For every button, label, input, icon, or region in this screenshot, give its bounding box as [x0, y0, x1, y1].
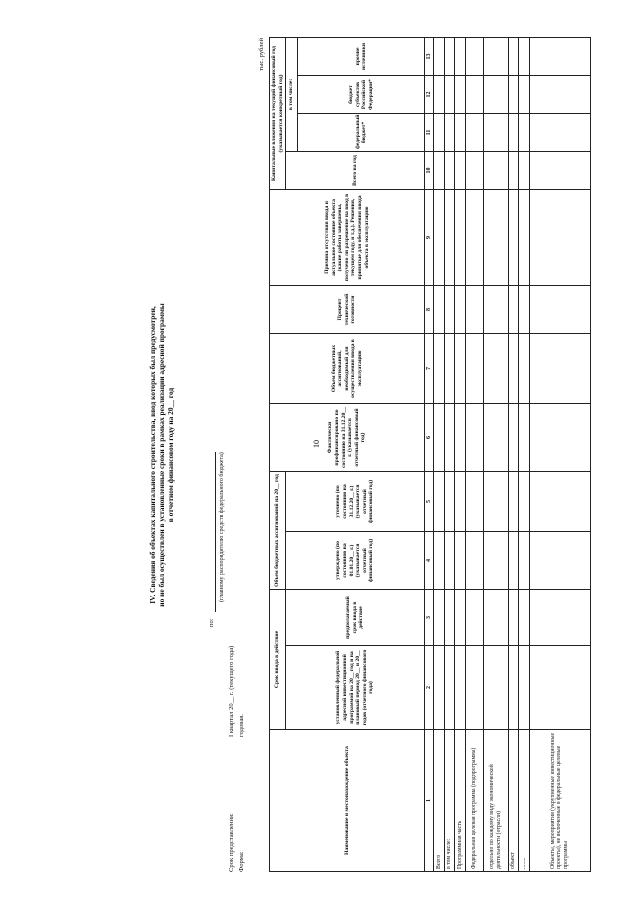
data-cell[interactable]	[434, 646, 445, 730]
table-row	[455, 37, 466, 871]
column-number: 5	[425, 471, 434, 531]
header-capital-federal: федеральный бюджет*	[298, 113, 425, 151]
data-cell[interactable]	[508, 532, 519, 590]
data-cell[interactable]	[465, 75, 483, 113]
data-cell[interactable]	[508, 189, 519, 285]
data-cell[interactable]	[519, 471, 530, 531]
data-cell[interactable]	[529, 37, 590, 75]
table-row	[508, 37, 519, 871]
data-cell[interactable]	[444, 646, 455, 730]
data-cell[interactable]	[483, 590, 508, 646]
data-cell[interactable]	[519, 333, 530, 403]
data-cell[interactable]	[508, 285, 519, 333]
data-cell[interactable]	[465, 471, 483, 531]
data-cell[interactable]	[483, 151, 508, 189]
data-cell[interactable]	[529, 590, 590, 646]
table-row	[529, 37, 590, 871]
data-cell[interactable]	[434, 113, 445, 151]
row-label: Федеральная целевая программа (подпрограмма)	[465, 730, 483, 872]
column-numbers-row	[425, 37, 434, 871]
table-row	[483, 37, 508, 871]
column-number: 13	[425, 37, 434, 75]
data-cell[interactable]	[444, 403, 455, 471]
data-cell[interactable]	[434, 471, 445, 531]
table-row	[444, 37, 455, 871]
data-cell[interactable]	[519, 189, 530, 285]
column-number: 2	[425, 646, 434, 730]
data-cell[interactable]	[508, 590, 519, 646]
data-cell[interactable]	[519, 151, 530, 189]
table-row	[519, 37, 530, 871]
form-label: Форма:	[238, 851, 245, 872]
data-cell[interactable]	[529, 151, 590, 189]
data-cell[interactable]	[529, 471, 590, 531]
data-cell[interactable]	[444, 113, 455, 151]
objects-table	[269, 37, 591, 872]
data-cell[interactable]	[519, 646, 530, 730]
row-label: Объекты, мероприятия (укрупненные инвестиционные проекты), не включенные в федеральные целевые программы	[529, 730, 590, 872]
data-cell[interactable]	[483, 532, 508, 590]
column-number: 7	[425, 333, 434, 403]
header-commission-group: Срок ввода в действие	[270, 590, 286, 730]
data-cell[interactable]	[465, 285, 483, 333]
column-number: 12	[425, 75, 434, 113]
data-cell[interactable]	[483, 471, 508, 531]
header-actual-financing: Фактически профинансировано по состоянию на 31.12.20__ г. (указывается отчетный финансовый год)	[270, 403, 425, 471]
data-cell[interactable]	[434, 75, 445, 113]
data-cell[interactable]	[465, 333, 483, 403]
recipient-hint: (главному распорядителю средств федерального бюджета)	[219, 452, 225, 602]
table-row	[434, 37, 445, 871]
data-cell[interactable]	[444, 75, 455, 113]
table-body	[425, 37, 591, 871]
data-cell[interactable]	[455, 285, 466, 333]
data-cell[interactable]	[465, 113, 483, 151]
row-label: отдельно по каждому виду экономической деятельности (отрасли)	[483, 730, 508, 872]
title-line-2: но не был осуществлен в установленные сроки в рамках реализации адресной программы	[157, 303, 166, 607]
data-cell[interactable]	[455, 37, 466, 75]
page-number: 10	[312, 440, 321, 448]
data-cell[interactable]	[444, 471, 455, 531]
data-cell[interactable]	[483, 113, 508, 151]
column-number: 4	[425, 532, 434, 590]
data-cell[interactable]	[434, 37, 445, 75]
unit-label: тыс. рублей	[258, 38, 265, 71]
data-cell[interactable]	[444, 590, 455, 646]
data-cell[interactable]	[508, 151, 519, 189]
report-sheet	[148, 38, 630, 872]
data-cell[interactable]	[529, 75, 590, 113]
header-capital-other: прочие источники	[298, 37, 425, 75]
data-cell[interactable]	[455, 75, 466, 113]
data-cell[interactable]	[519, 532, 530, 590]
header-name: Наименование и местонахождение объекта	[270, 730, 425, 872]
header-budget-approved: утверждено (по состоянию на 01.01.20__ г.) (указывается отчетный финансовый год)	[286, 532, 425, 590]
data-cell[interactable]	[434, 532, 445, 590]
data-cell[interactable]	[444, 285, 455, 333]
column-number: 8	[425, 285, 434, 333]
data-cell[interactable]	[483, 75, 508, 113]
title-line-1: IV. Сведения об объектах капитального строительства, ввод которых был предусмотрен,	[148, 306, 157, 604]
data-cell[interactable]	[455, 646, 466, 730]
row-label: в том числе:	[444, 730, 455, 872]
column-number: 6	[425, 403, 434, 471]
data-cell[interactable]	[455, 151, 466, 189]
data-cell[interactable]	[444, 37, 455, 75]
data-cell[interactable]	[455, 590, 466, 646]
data-cell[interactable]	[444, 151, 455, 189]
form-value: годовая.	[238, 714, 245, 737]
data-cell[interactable]	[434, 590, 445, 646]
column-number: 11	[425, 113, 434, 151]
data-cell[interactable]	[529, 333, 590, 403]
data-cell[interactable]	[465, 151, 483, 189]
title-line-3: в отчетном финансовом году на 20__ год	[166, 387, 175, 523]
header-reasons: Причина отсутствия ввода и актуальное состояние объекта (какие работы завершены, получено ли разрешение на ввод в текущем году, и т.д.). Решения, принятые для обеспечения ввода объекта в эксплуатацию	[270, 189, 425, 285]
deadline-value: I квартал 20__ г. (текущего года)	[228, 645, 235, 737]
data-cell[interactable]	[483, 333, 508, 403]
column-number: 9	[425, 189, 434, 285]
column-number: 1	[425, 730, 434, 872]
header-capital-group: Капитальные вложения на текущий финансовый год (указывается конкретный год)	[270, 37, 286, 189]
data-cell[interactable]	[508, 646, 519, 730]
data-cell[interactable]	[483, 646, 508, 730]
data-cell[interactable]	[519, 113, 530, 151]
data-cell[interactable]	[508, 333, 519, 403]
data-cell[interactable]	[483, 189, 508, 285]
data-cell[interactable]	[519, 285, 530, 333]
header-commission-planned: установленный федеральной адресной инвестиционной программой на 20__ год и на плановый период 20__ и 20__ годов (отчетного финансового года)	[286, 646, 425, 730]
data-cell[interactable]	[508, 37, 519, 75]
data-cell[interactable]	[465, 37, 483, 75]
data-cell[interactable]	[434, 285, 445, 333]
data-cell[interactable]	[465, 403, 483, 471]
data-cell[interactable]	[465, 189, 483, 285]
data-cell[interactable]	[465, 590, 483, 646]
data-cell[interactable]	[455, 471, 466, 531]
data-cell[interactable]	[483, 37, 508, 75]
data-cell[interactable]	[519, 75, 530, 113]
data-cell[interactable]	[434, 333, 445, 403]
header-budget-revised: уточнено (по состоянию на 31.12.20__ г.) (указывается отчетный финансовый год)	[286, 471, 425, 531]
report-title	[148, 38, 175, 872]
column-number: 3	[425, 590, 434, 646]
header-capital-total: Всего на год	[286, 151, 425, 189]
table-row	[465, 37, 483, 871]
data-cell[interactable]	[508, 471, 519, 531]
data-cell[interactable]	[529, 113, 590, 151]
data-cell[interactable]	[444, 333, 455, 403]
data-cell[interactable]	[465, 646, 483, 730]
header-capital-regional: бюджет субъектов Российской Федерации*	[298, 75, 425, 113]
data-cell[interactable]	[508, 75, 519, 113]
data-cell[interactable]	[508, 403, 519, 471]
data-cell[interactable]	[508, 113, 519, 151]
data-cell[interactable]	[529, 532, 590, 590]
header-commission-forecast: предполагаемый срок ввода в действие	[286, 590, 425, 646]
data-cell[interactable]	[529, 403, 590, 471]
row-label: объект	[508, 730, 519, 872]
data-cell[interactable]	[519, 403, 530, 471]
data-cell[interactable]	[455, 333, 466, 403]
data-cell[interactable]	[519, 37, 530, 75]
recipient-prefix: по:	[208, 618, 215, 627]
data-cell[interactable]	[434, 151, 445, 189]
column-number: 10	[425, 151, 434, 189]
data-cell[interactable]	[529, 285, 590, 333]
data-cell[interactable]	[455, 532, 466, 590]
data-cell[interactable]	[519, 590, 530, 646]
data-cell[interactable]	[434, 403, 445, 471]
data-cell[interactable]	[483, 403, 508, 471]
header-budget-group: Объем бюджетных ассигнований на 20__ год	[270, 471, 286, 589]
data-cell[interactable]	[529, 646, 590, 730]
data-cell[interactable]	[455, 403, 466, 471]
header-capital-including: в том числе:	[286, 37, 298, 151]
row-label: ........	[519, 730, 530, 872]
header-required-volume: Объем бюджетных ассигнований, необходимый для осуществления ввода в эксплуатацию	[270, 333, 425, 403]
recipient-underline	[215, 452, 216, 612]
row-label: Программная часть	[455, 730, 466, 872]
data-cell[interactable]	[483, 285, 508, 333]
data-cell[interactable]	[434, 189, 445, 285]
data-cell[interactable]	[455, 189, 466, 285]
deadline-label: Срок представления:	[228, 813, 235, 872]
data-cell[interactable]	[444, 189, 455, 285]
data-cell[interactable]	[529, 189, 590, 285]
data-cell[interactable]	[465, 532, 483, 590]
row-label: Всего	[434, 730, 445, 872]
data-cell[interactable]	[444, 532, 455, 590]
data-cell[interactable]	[455, 113, 466, 151]
header-readiness: Процент технической готовности	[270, 285, 425, 333]
